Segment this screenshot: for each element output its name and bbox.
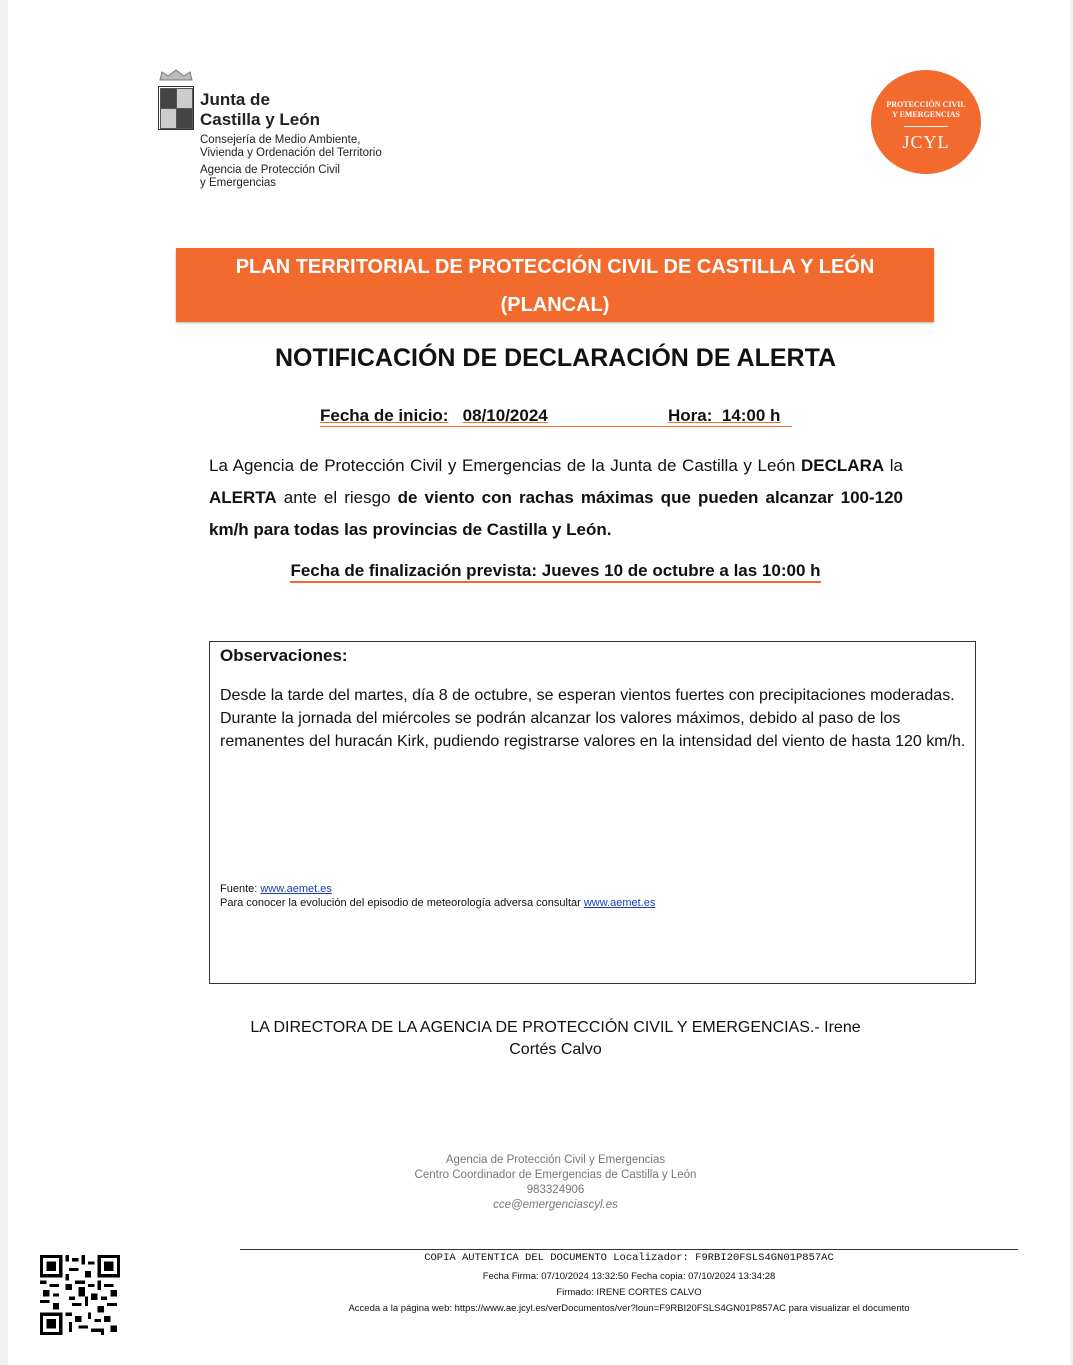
crown-icon (158, 68, 194, 82)
observations-box (209, 641, 976, 984)
contact-info: Agencia de Protección Civil y Emergencias Centro Coordinador de Emergencias de Castilla y León 983324906 cce@emergenciascyl.es (414, 1154, 697, 1211)
aemet-link-2[interactable]: www.aemet.es (583, 897, 656, 909)
csv-details: Fecha Firma: 07/10/2024 13:32:50 Fecha copia: 07/10/2024 13:34:28 Firmado: IRENE CORTES CALVO Acceda a la página web: https://www.ae.jcyl.es/verDocumentos/ver?loun=F9RBI20FSLS4GN01P857AC para visualizar el documento (348, 1271, 910, 1314)
end-date: Fecha de finalización prevista: Jueves 10 de octubre a las 10:00 h (128, 561, 983, 581)
civil-protection-logo: PROTECCIÓN CIVIL Y EMERGENCIAS JCYL (871, 70, 981, 174)
department-name: Consejería de Medio Ambiente, Vivienda y Ordenación del Territorio (200, 134, 382, 159)
footer-rule (240, 1249, 1018, 1250)
date-underline (320, 426, 792, 427)
start-time: Hora: 14:00 h (668, 406, 781, 425)
start-date: Fecha de inicio: 08/10/2024 (320, 406, 548, 425)
csv-locator: COPIA AUTENTICA DEL DOCUMENTO Localizador: F9RBI20FSLS4GN01P857AC (424, 1252, 834, 1264)
signature: LA DIRECTORA DE LA AGENCIA DE PROTECCIÓN CIVIL Y EMERGENCIAS.- Irene Cortés Calvo (250, 1019, 861, 1058)
observations-title: Observaciones: (220, 646, 348, 665)
document-page (8, 0, 1070, 1365)
observations-source: Fuente: www.aemet.es Para conocer la evolución del episodio de meteorología adversa consultar www.aemet.es (220, 883, 656, 909)
agency-name: Agencia de Protección Civil y Emergencias (200, 164, 340, 189)
observations-text: Desde la tarde del martes, día 8 de octubre, se esperan vientos fuertes con precipitaciones moderadas. Durante la jornada del miércoles se podrán alcanzar los valores máximos, debido al paso de los remanentes del huracán Kirk, pudiendo registrarse valores en la intensidad del viento de hasta 120 km/h. (220, 687, 966, 750)
coat-of-arms-icon (158, 86, 194, 130)
document-title: NOTIFICACIÓN DE DECLARACIÓN DE ALERTA (274, 344, 837, 372)
alert-declaration: La Agencia de Protección Civil y Emergencias de la Junta de Castilla y León DECLARA la ALERTA ante el riesgo de viento con rachas máximas que pueden alcanzar 100-120 km/h para todas las provincias de Castilla y León. (209, 456, 904, 539)
org-name: Junta de Castilla y León (200, 90, 320, 129)
aemet-link[interactable]: www.aemet.es (260, 883, 332, 895)
plan-banner: PLAN TERRITORIAL DE PROTECCIÓN CIVIL DE CASTILLA Y LEÓN (PLANCAL) (176, 248, 934, 322)
qr-code-icon (40, 1255, 120, 1335)
